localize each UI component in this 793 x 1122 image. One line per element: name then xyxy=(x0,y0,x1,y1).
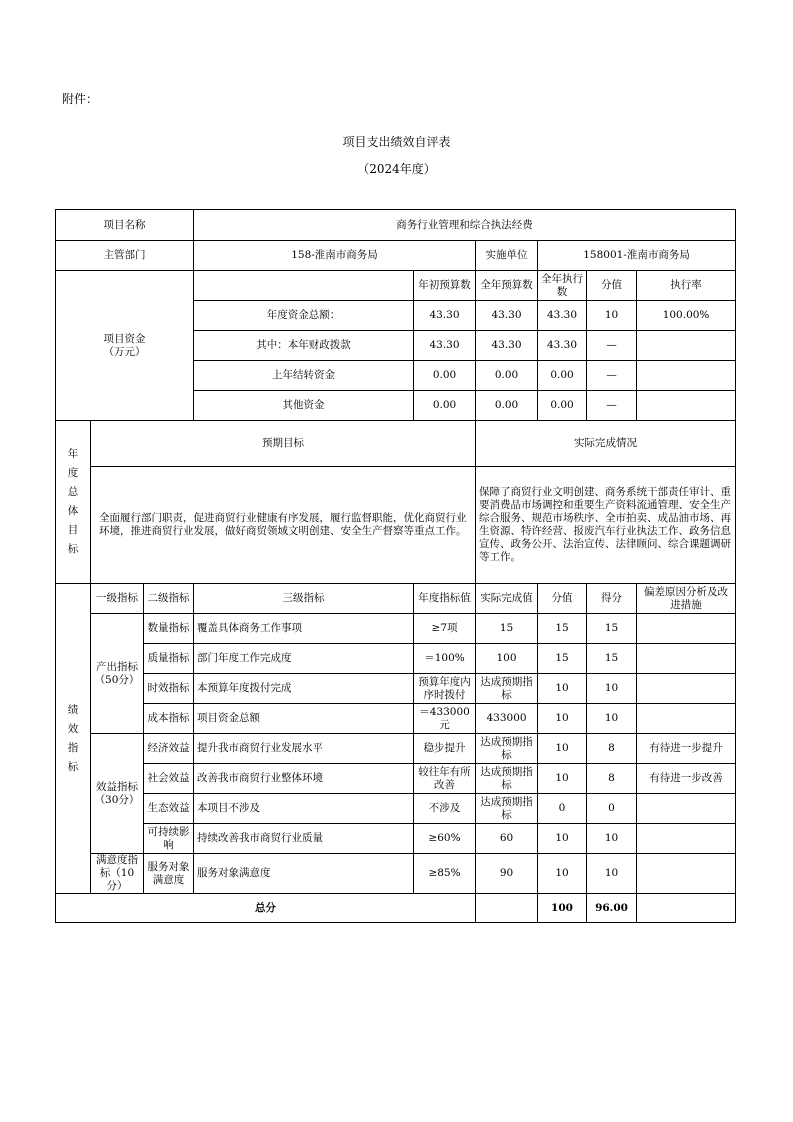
level3-indicator: 覆盖具体商务工作事项 xyxy=(194,614,414,644)
target-value: ≥85% xyxy=(414,854,476,894)
project-name-value: 商务行业管理和综合执法经费 xyxy=(194,210,736,241)
funds-cell: 0.00 xyxy=(414,361,476,391)
funds-header: 全年预算数 xyxy=(476,271,538,301)
total-score: 100 xyxy=(538,894,587,923)
actual-value: 达成预期指标 xyxy=(476,794,538,824)
got-value: 10 xyxy=(587,824,637,854)
target-value: ≥7项 xyxy=(414,614,476,644)
funds-cell: 43.30 xyxy=(538,331,587,361)
indicator-header: 分值 xyxy=(538,584,587,614)
level2-indicator: 生态效益 xyxy=(144,794,194,824)
deviation-note xyxy=(637,644,736,674)
got-value: 10 xyxy=(587,704,637,734)
funds-cell: 43.30 xyxy=(414,331,476,361)
got-value: 15 xyxy=(587,614,637,644)
score-value: 10 xyxy=(538,674,587,704)
actual-completion-header: 实际完成情况 xyxy=(476,421,736,467)
indicator-row xyxy=(56,644,736,674)
target-value: 预算年度内序时拨付 xyxy=(414,674,476,704)
target-value: 不涉及 xyxy=(414,794,476,824)
indicator-group-output: 产出指标 （50分） xyxy=(91,614,144,734)
score-value: 10 xyxy=(538,824,587,854)
level3-indicator: 改善我市商贸行业整体环境 xyxy=(194,764,414,794)
score-value: 10 xyxy=(538,704,587,734)
level2-indicator: 可持续影响 xyxy=(144,824,194,854)
funds-row-name: 其他资金 xyxy=(194,391,414,421)
level3-indicator: 服务对象满意度 xyxy=(194,854,414,894)
funds-cell xyxy=(637,331,736,361)
indicator-group-satisfaction: 满意度指标（10分） xyxy=(91,854,144,894)
indicator-row xyxy=(56,704,736,734)
actual-value: 15 xyxy=(476,614,538,644)
funds-header-blank xyxy=(194,271,414,301)
year-subtitle: （2024年度） xyxy=(357,162,436,176)
funds-row-name: 其中：本年财政拨款 xyxy=(194,331,414,361)
actual-value: 433000 xyxy=(476,704,538,734)
level3-indicator: 本预算年度拨付完成 xyxy=(194,674,414,704)
project-name-label: 项目名称 xyxy=(56,210,194,241)
indicator-row xyxy=(56,824,736,854)
got-value: 0 xyxy=(587,794,637,824)
funds-cell: 43.30 xyxy=(414,301,476,331)
funds-cell: 43.30 xyxy=(476,301,538,331)
level2-indicator: 社会效益 xyxy=(144,764,194,794)
indicator-row xyxy=(56,854,736,894)
funds-header: 年初预算数 xyxy=(414,271,476,301)
got-value: 8 xyxy=(587,734,637,764)
funds-label: 项目资金 （万元） xyxy=(56,271,194,421)
funds-header: 全年执行数 xyxy=(538,271,587,301)
level3-indicator: 持续改善我市商贸行业质量 xyxy=(194,824,414,854)
actual-value: 60 xyxy=(476,824,538,854)
deviation-note: 有待进一步改善 xyxy=(637,764,736,794)
indicator-header: 年度指标值 xyxy=(414,584,476,614)
deviation-note xyxy=(637,824,736,854)
actual-value: 达成预期指标 xyxy=(476,674,538,704)
indicator-row xyxy=(56,614,736,644)
target-value: 较往年有所改善 xyxy=(414,764,476,794)
target-value: 稳步提升 xyxy=(414,734,476,764)
funds-cell: 43.30 xyxy=(538,301,587,331)
funds-cell: 43.30 xyxy=(476,331,538,361)
expected-goal-text: 全面履行部门职责，促进商贸行业健康有序发展，履行监督职能，优化商贸行业环境，推进商贸行业发展，做好商贸领域文明创建、安全生产督察等重点工作。 xyxy=(91,467,476,584)
indicator-header: 得分 xyxy=(587,584,637,614)
got-value: 8 xyxy=(587,764,637,794)
funds-cell: 100.00% xyxy=(637,301,736,331)
page-title: 项目支出绩效自评表 xyxy=(342,135,451,149)
dept-label: 主管部门 xyxy=(56,241,194,271)
dept-value: 158-淮南市商务局 xyxy=(194,241,476,271)
indicator-row xyxy=(56,674,736,704)
deviation-note xyxy=(637,854,736,894)
impl-unit-label: 实施单位 xyxy=(476,241,538,271)
target-value: ＝433000元 xyxy=(414,704,476,734)
total-blank xyxy=(476,894,538,923)
level2-indicator: 服务对象满意度 xyxy=(144,854,194,894)
self-evaluation-table xyxy=(55,209,736,923)
level3-indicator: 本项目不涉及 xyxy=(194,794,414,824)
attachment-label: 附件： xyxy=(62,92,99,106)
indicator-group-benefit: 效益指标 （30分） xyxy=(91,734,144,854)
total-label: 总分 xyxy=(56,894,476,923)
score-value: 10 xyxy=(538,764,587,794)
funds-cell: — xyxy=(587,331,637,361)
score-value: 10 xyxy=(538,854,587,894)
funds-cell: — xyxy=(587,391,637,421)
funds-cell: 0.00 xyxy=(476,391,538,421)
level3-indicator: 项目资金总额 xyxy=(194,704,414,734)
deviation-note xyxy=(637,704,736,734)
funds-cell: 10 xyxy=(587,301,637,331)
expected-goal-header: 预期目标 xyxy=(91,421,476,467)
deviation-note: 有待进一步提升 xyxy=(637,734,736,764)
funds-cell xyxy=(637,391,736,421)
score-value: 10 xyxy=(538,734,587,764)
indicator-header: 二级指标 xyxy=(144,584,194,614)
deviation-note xyxy=(637,794,736,824)
target-value: ≥60% xyxy=(414,824,476,854)
actual-completion-text: 保障了商贸行业文明创建、商务系统干部责任审计、重要消费品市场调控和重要生产资料流通管理、安全生产综合服务、规范市场秩序、全市拍卖、成品油市场、再生资源、特许经营、报废汽车行业执法工作、政务信息宣传、政务公开、法治宣传、法律顾问、综合课题调研等工作。 xyxy=(476,467,736,584)
actual-value: 达成预期指标 xyxy=(476,764,538,794)
indicators-label: 绩 效 指 标 xyxy=(56,584,91,894)
indicator-header: 偏差原因分析及改进措施 xyxy=(637,584,736,614)
actual-value: 达成预期指标 xyxy=(476,734,538,764)
got-value: 10 xyxy=(587,854,637,894)
score-value: 15 xyxy=(538,614,587,644)
deviation-note xyxy=(637,614,736,644)
indicator-header: 实际完成值 xyxy=(476,584,538,614)
got-value: 10 xyxy=(587,674,637,704)
deviation-note xyxy=(637,674,736,704)
level2-indicator: 数量指标 xyxy=(144,614,194,644)
goals-label: 年 度 总 体 目 标 xyxy=(56,421,91,584)
target-value: ＝100% xyxy=(414,644,476,674)
level2-indicator: 经济效益 xyxy=(144,734,194,764)
indicator-row xyxy=(56,794,736,824)
total-got: 96.00 xyxy=(587,894,637,923)
indicator-header: 三级指标 xyxy=(194,584,414,614)
got-value: 15 xyxy=(587,644,637,674)
funds-header: 执行率 xyxy=(637,271,736,301)
impl-unit-value: 158001-淮南市商务局 xyxy=(538,241,736,271)
funds-cell: 0.00 xyxy=(538,361,587,391)
level3-indicator: 提升我市商贸行业发展水平 xyxy=(194,734,414,764)
level2-indicator: 时效指标 xyxy=(144,674,194,704)
funds-cell xyxy=(637,361,736,391)
total-note-blank xyxy=(637,894,736,923)
funds-cell: — xyxy=(587,361,637,391)
indicator-header: 一级指标 xyxy=(91,584,144,614)
funds-cell: 0.00 xyxy=(538,391,587,421)
level2-indicator: 质量指标 xyxy=(144,644,194,674)
funds-row-name: 上年结转资金 xyxy=(194,361,414,391)
indicator-row xyxy=(56,764,736,794)
funds-cell: 0.00 xyxy=(414,391,476,421)
funds-header: 分值 xyxy=(587,271,637,301)
level2-indicator: 成本指标 xyxy=(144,704,194,734)
actual-value: 90 xyxy=(476,854,538,894)
indicator-row xyxy=(56,734,736,764)
score-value: 15 xyxy=(538,644,587,674)
funds-cell: 0.00 xyxy=(476,361,538,391)
score-value: 0 xyxy=(538,794,587,824)
funds-row-name: 年度资金总额： xyxy=(194,301,414,331)
actual-value: 100 xyxy=(476,644,538,674)
level3-indicator: 部门年度工作完成度 xyxy=(194,644,414,674)
